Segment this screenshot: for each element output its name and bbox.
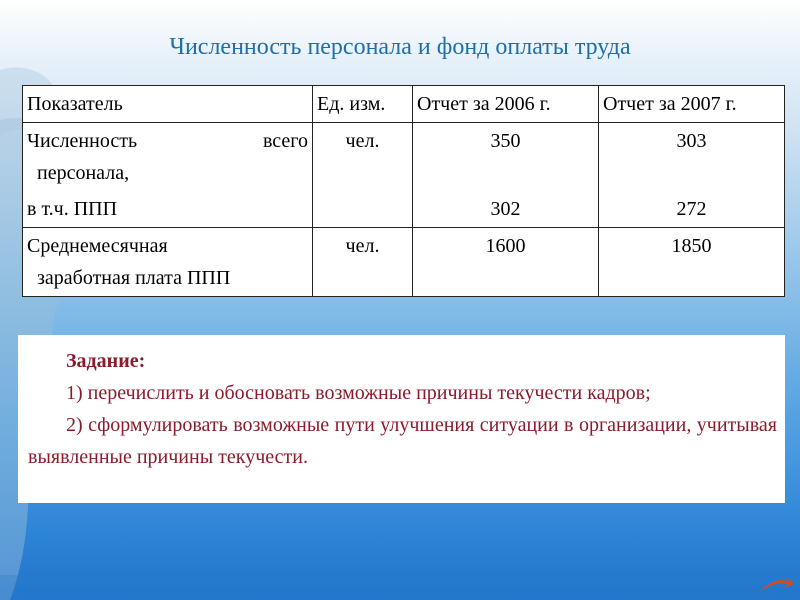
task-title: Задание: xyxy=(66,350,146,372)
row-value-2006: 1600 xyxy=(413,228,599,297)
row-value-2006: 350 xyxy=(413,123,599,192)
slide-title: Численность персонала и фонд оплаты труда xyxy=(169,34,631,60)
table-row xyxy=(23,228,785,297)
column-header-2006: Отчет за 2006 г. xyxy=(413,86,599,123)
data-table xyxy=(22,85,785,297)
row-unit-empty xyxy=(313,191,413,228)
row-value-2007-ppp: 272 xyxy=(599,191,785,228)
row-value-2007: 1850 xyxy=(599,228,785,297)
column-header-2007: Отчет за 2007 г. xyxy=(599,86,785,123)
task-item-2: 2) сформулировать возможные пути улучшения ситуации в организации, учитывая выявленные причины текучести. xyxy=(28,414,777,468)
row-label-text: персонала, xyxy=(37,162,130,184)
column-header-unit: Ед. изм. xyxy=(313,86,413,123)
row-value-2006-ppp: 302 xyxy=(413,191,599,228)
task-box xyxy=(18,335,785,503)
row-label-text: заработная плата ППП xyxy=(37,267,231,289)
next-slide-arrow-icon[interactable] xyxy=(756,574,796,596)
row-label-text: всего xyxy=(262,130,308,152)
row-label-headcount xyxy=(23,123,313,192)
row-label-ppp: в т.ч. ППП xyxy=(23,191,313,228)
column-header-indicator: Показатель xyxy=(23,86,313,123)
table-header-row xyxy=(23,86,785,123)
row-label-text: Численность xyxy=(27,130,138,152)
row-label-text: Среднемесячная xyxy=(27,235,168,257)
task-item-1: 1) перечислить и обосновать возможные причины текучести кадров; xyxy=(66,382,651,404)
row-value-2007: 303 xyxy=(599,123,785,192)
row-unit: чел. xyxy=(313,228,413,297)
table-row xyxy=(23,123,785,192)
row-unit: чел. xyxy=(313,123,413,192)
row-label-salary xyxy=(23,228,313,297)
table-row xyxy=(23,191,785,228)
